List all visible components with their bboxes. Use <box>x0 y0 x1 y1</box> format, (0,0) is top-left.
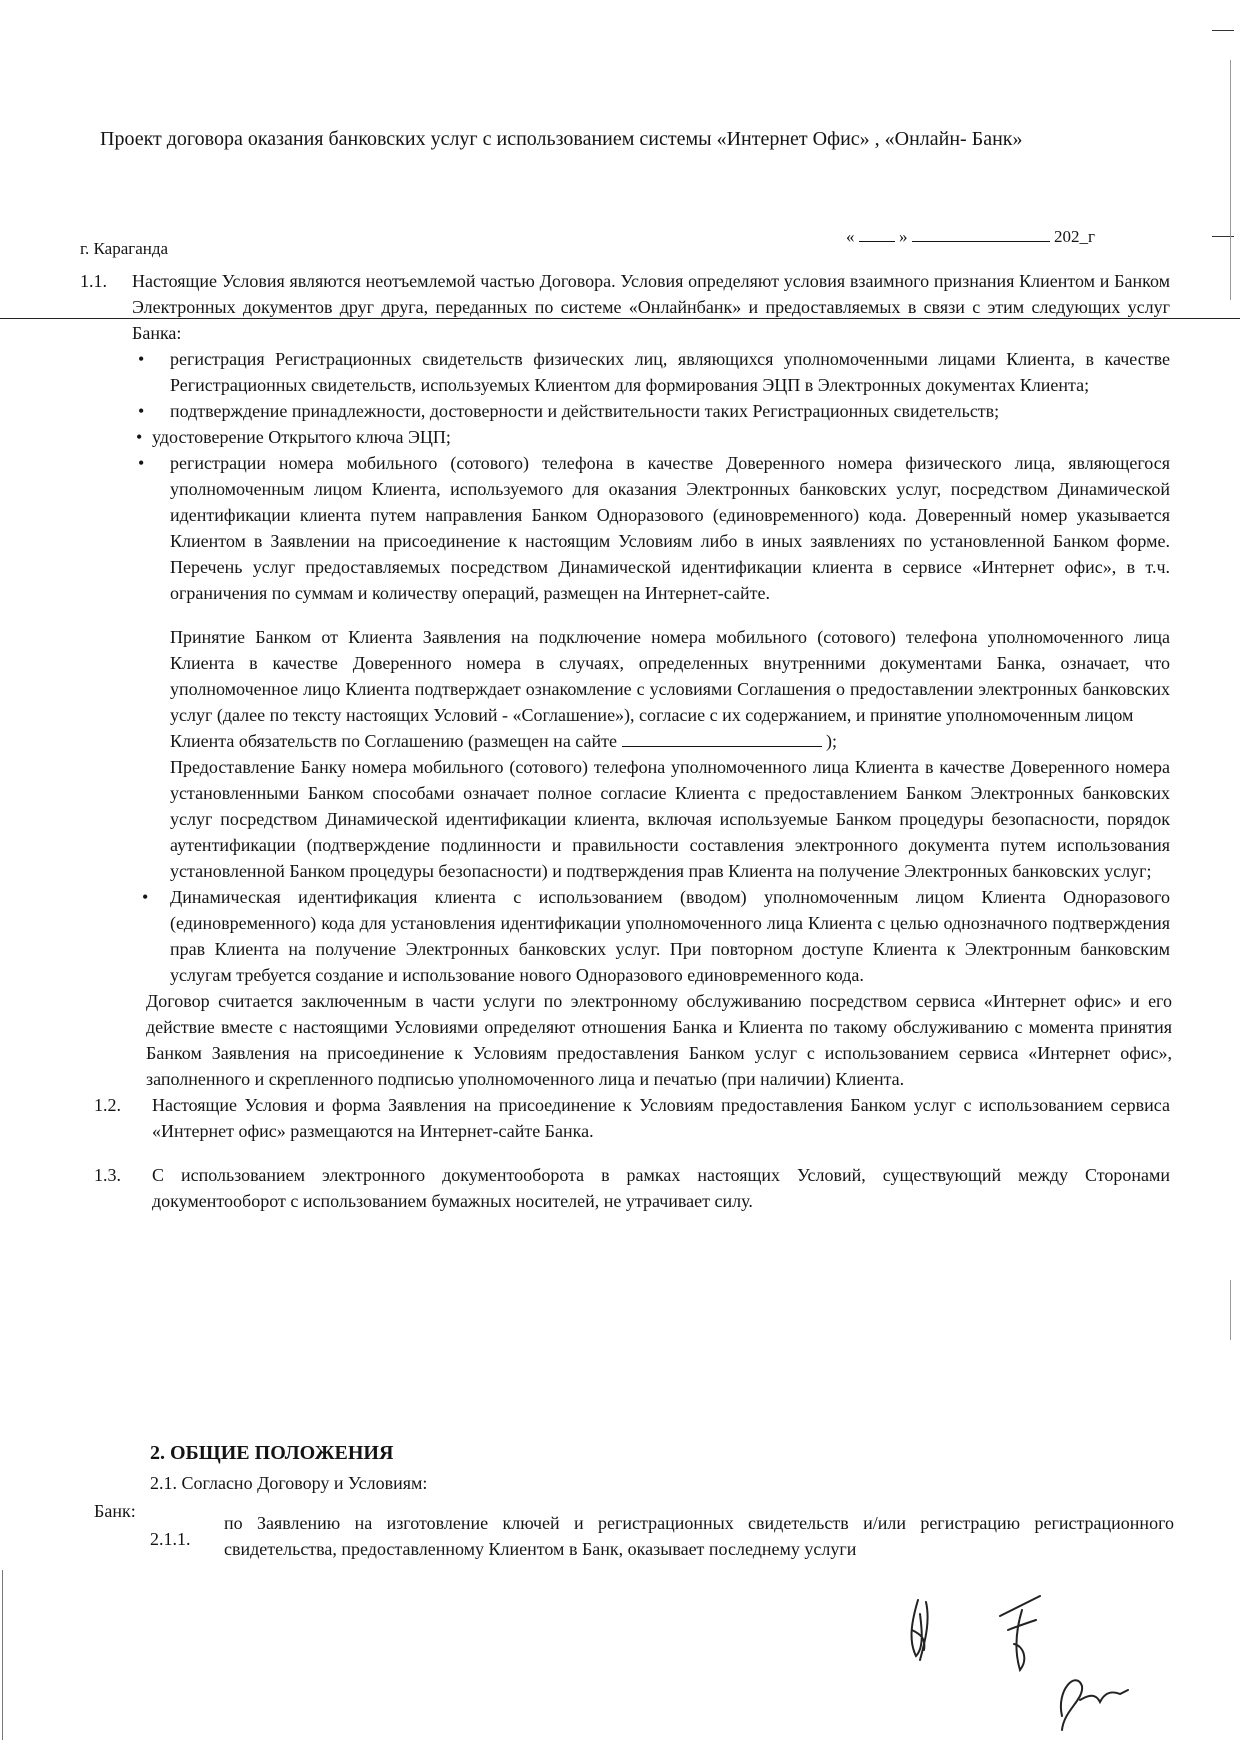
contract-paragraph: Договор считается заключенным в части услуги по электронному обслуживанию посредством сервиса «Интернет офис» и его действие вместе с настоящими Условиями определяют отношения Банка и Клиента по такому обслуживанию с момента принятия Банком Заявления на присоединение к Условиям предоставления Банком услуг с использованием сервиса «Интернет офис», заполненного и скрепленного подписью уполномоченного лица и печатью (при наличии) Клиента. <box>146 991 1172 1089</box>
provision-paragraph: Предоставление Банку номера мобильного (сотового) телефона уполномоченного лица Клиента в качестве Доверенного номера установленными Банком способами означает полное согласие Клиента с предоставлением Банком Электронных банковских услуг посредством Динамической идентификации клиента, включая используемые Банком процедуры безопасности, порядок аутентификации (подтверждение подлинности и правильности составления электронного документа путем использования установленной Банком процедуры безопасности) и подтверждения прав Клиента на получение Электронных банковских услуг; <box>170 757 1170 881</box>
clause-number: 2.1.1. <box>150 1529 191 1549</box>
list-item-text: регистрации номера мобильного (сотового) телефона в качестве Доверенного номера физического лица, являющегося уполномоченным лицом Клиента, используемого для оказания Электронных банковских услуг, посредством Динамической идентификации клиента путем направления Банком Одноразового (единовременного) кода. Доверенный номер указывается Клиентом в Заявлении на присоединение к настоящим Условиям либо в иных заявлениях по установленной Банком форме. Перечень услуг предоставляемых посредством Динамической идентификации клиента в сервисе «Интернет офис», в т.ч. ограничения по суммам и количеству операций, размещен на Интернет-сайте. <box>170 453 1170 603</box>
date-day-blank <box>859 225 895 242</box>
date-line <box>846 224 1095 250</box>
bullet-marker: • <box>136 427 143 447</box>
date-open-quote: « <box>846 227 855 246</box>
clause-1-3 <box>0 1162 1240 1214</box>
section-heading: 2. ОБЩИЕ ПОЛОЖЕНИЯ <box>150 1442 394 1464</box>
acceptance-site-end: ); <box>826 731 837 751</box>
clause-2-1-1-text: по Заявлению на изготовление ключей и регистрационных свидетельств и/или регистрацию регистрационного свидетельства, предоставленному Клиентом в Банк, оказывает последнему услуги <box>224 1513 1174 1559</box>
list-item <box>0 424 1240 450</box>
clause-1-2 <box>0 1092 1240 1144</box>
acceptance-site-text: Клиента обязательств по Соглашению (размещен на сайте <box>170 731 617 751</box>
scan-mark <box>2 1570 3 1740</box>
list-item-text: Динамическая идентификация клиента с использованием (вводом) уполномоченным лицом Клиента Одноразового (единовременного) кода для установления идентификации уполномоченного лица Клиента с целью однозначного подтверждения прав Клиента на получение Электронных банковских услуг. При повторном доступе Клиента к Электронным банковским услугам требуется создание и использование нового Одноразового единовременного кода. <box>170 887 1170 985</box>
bullet-marker: • <box>138 349 145 369</box>
spacer <box>0 606 1240 624</box>
list-item <box>0 398 1240 424</box>
scan-mark <box>1212 30 1234 31</box>
clause-lead-text: Настоящие Условия являются неотъемлемой частью Договора. Условия определяют условия взаимного признания Клиентом и Банком Электронных документов друг друга, переданных по системе «Онлайнбанк» и предоставляемых в связи с этим следующих услуг Банка: <box>132 271 1170 343</box>
bullet-marker: • <box>138 401 145 421</box>
date-month-blank <box>912 225 1050 242</box>
acceptance-site-line <box>0 728 1240 754</box>
bank-label: Банк: <box>94 1501 136 1521</box>
dynamic-identification-item <box>0 884 1240 988</box>
clause-text: Настоящие Условия и форма Заявления на присоединение к Условиям предоставления Банком услуг с использованием сервиса «Интернет офис» размещаются на Интернет-сайте Банка. <box>152 1095 1170 1141</box>
scan-mark <box>1230 1280 1231 1340</box>
date-year: 202_г <box>1054 227 1095 246</box>
clause-1-1 <box>0 268 1240 346</box>
clause-number: 1.2. <box>94 1095 121 1115</box>
date-close-quote: » <box>899 227 908 246</box>
bullet-marker: • <box>138 453 145 473</box>
clause-text: С использованием электронного документооборота в рамках настоящих Условий, существующий между Сторонами документооборот с использованием бумажных носителей, не утрачивает силу. <box>152 1165 1170 1211</box>
city-label: г. Караганда <box>80 239 169 258</box>
site-url-blank <box>622 730 822 747</box>
list-item-text: регистрация Регистрационных свидетельств физических лиц, являющихся уполномоченными лицами Клиента, в качестве Регистрационных свидетельств, используемых Клиентом для формирования ЭЦП в Электронных документах Клиента; <box>170 349 1170 395</box>
document-body <box>0 268 1240 1214</box>
list-item-text: подтверждение принадлежности, достоверности и действительности таких Регистрационных свидетельств; <box>170 401 1000 421</box>
spacer <box>0 1144 1240 1162</box>
acceptance-paragraph: Принятие Банком от Клиента Заявления на подключение номера мобильного (сотового) телефона уполномоченного лица Клиента в качестве Доверенного номера в случаях, определенных внутренними документами Банка, означает, что уполномоченное лицо Клиента подтверждает ознакомление с условиями Соглашения о предоставлении электронных банковских услуг (далее по тексту настоящих Условий - «Соглашение»), согласие с их содержанием, и принятие уполномоченным лицом <box>170 627 1170 725</box>
list-item-text: удостоверение Открытого ключа ЭЦП; <box>152 427 451 447</box>
bullet-marker: • <box>142 887 149 907</box>
clause-number: 1.3. <box>94 1165 121 1185</box>
list-item <box>0 450 1240 606</box>
signatures-image <box>890 1590 1190 1740</box>
list-item <box>0 346 1240 398</box>
clause-number: 1.1. <box>80 271 107 291</box>
subsection-heading: 2.1. Согласно Договору и Условиям: <box>150 1473 428 1493</box>
scan-mark <box>1230 60 1231 300</box>
document-title: Проект договора оказания банковских услуг с использованием системы «Интернет Офис» , «Онлайн- Банк» <box>100 128 1023 150</box>
services-list <box>0 346 1240 606</box>
